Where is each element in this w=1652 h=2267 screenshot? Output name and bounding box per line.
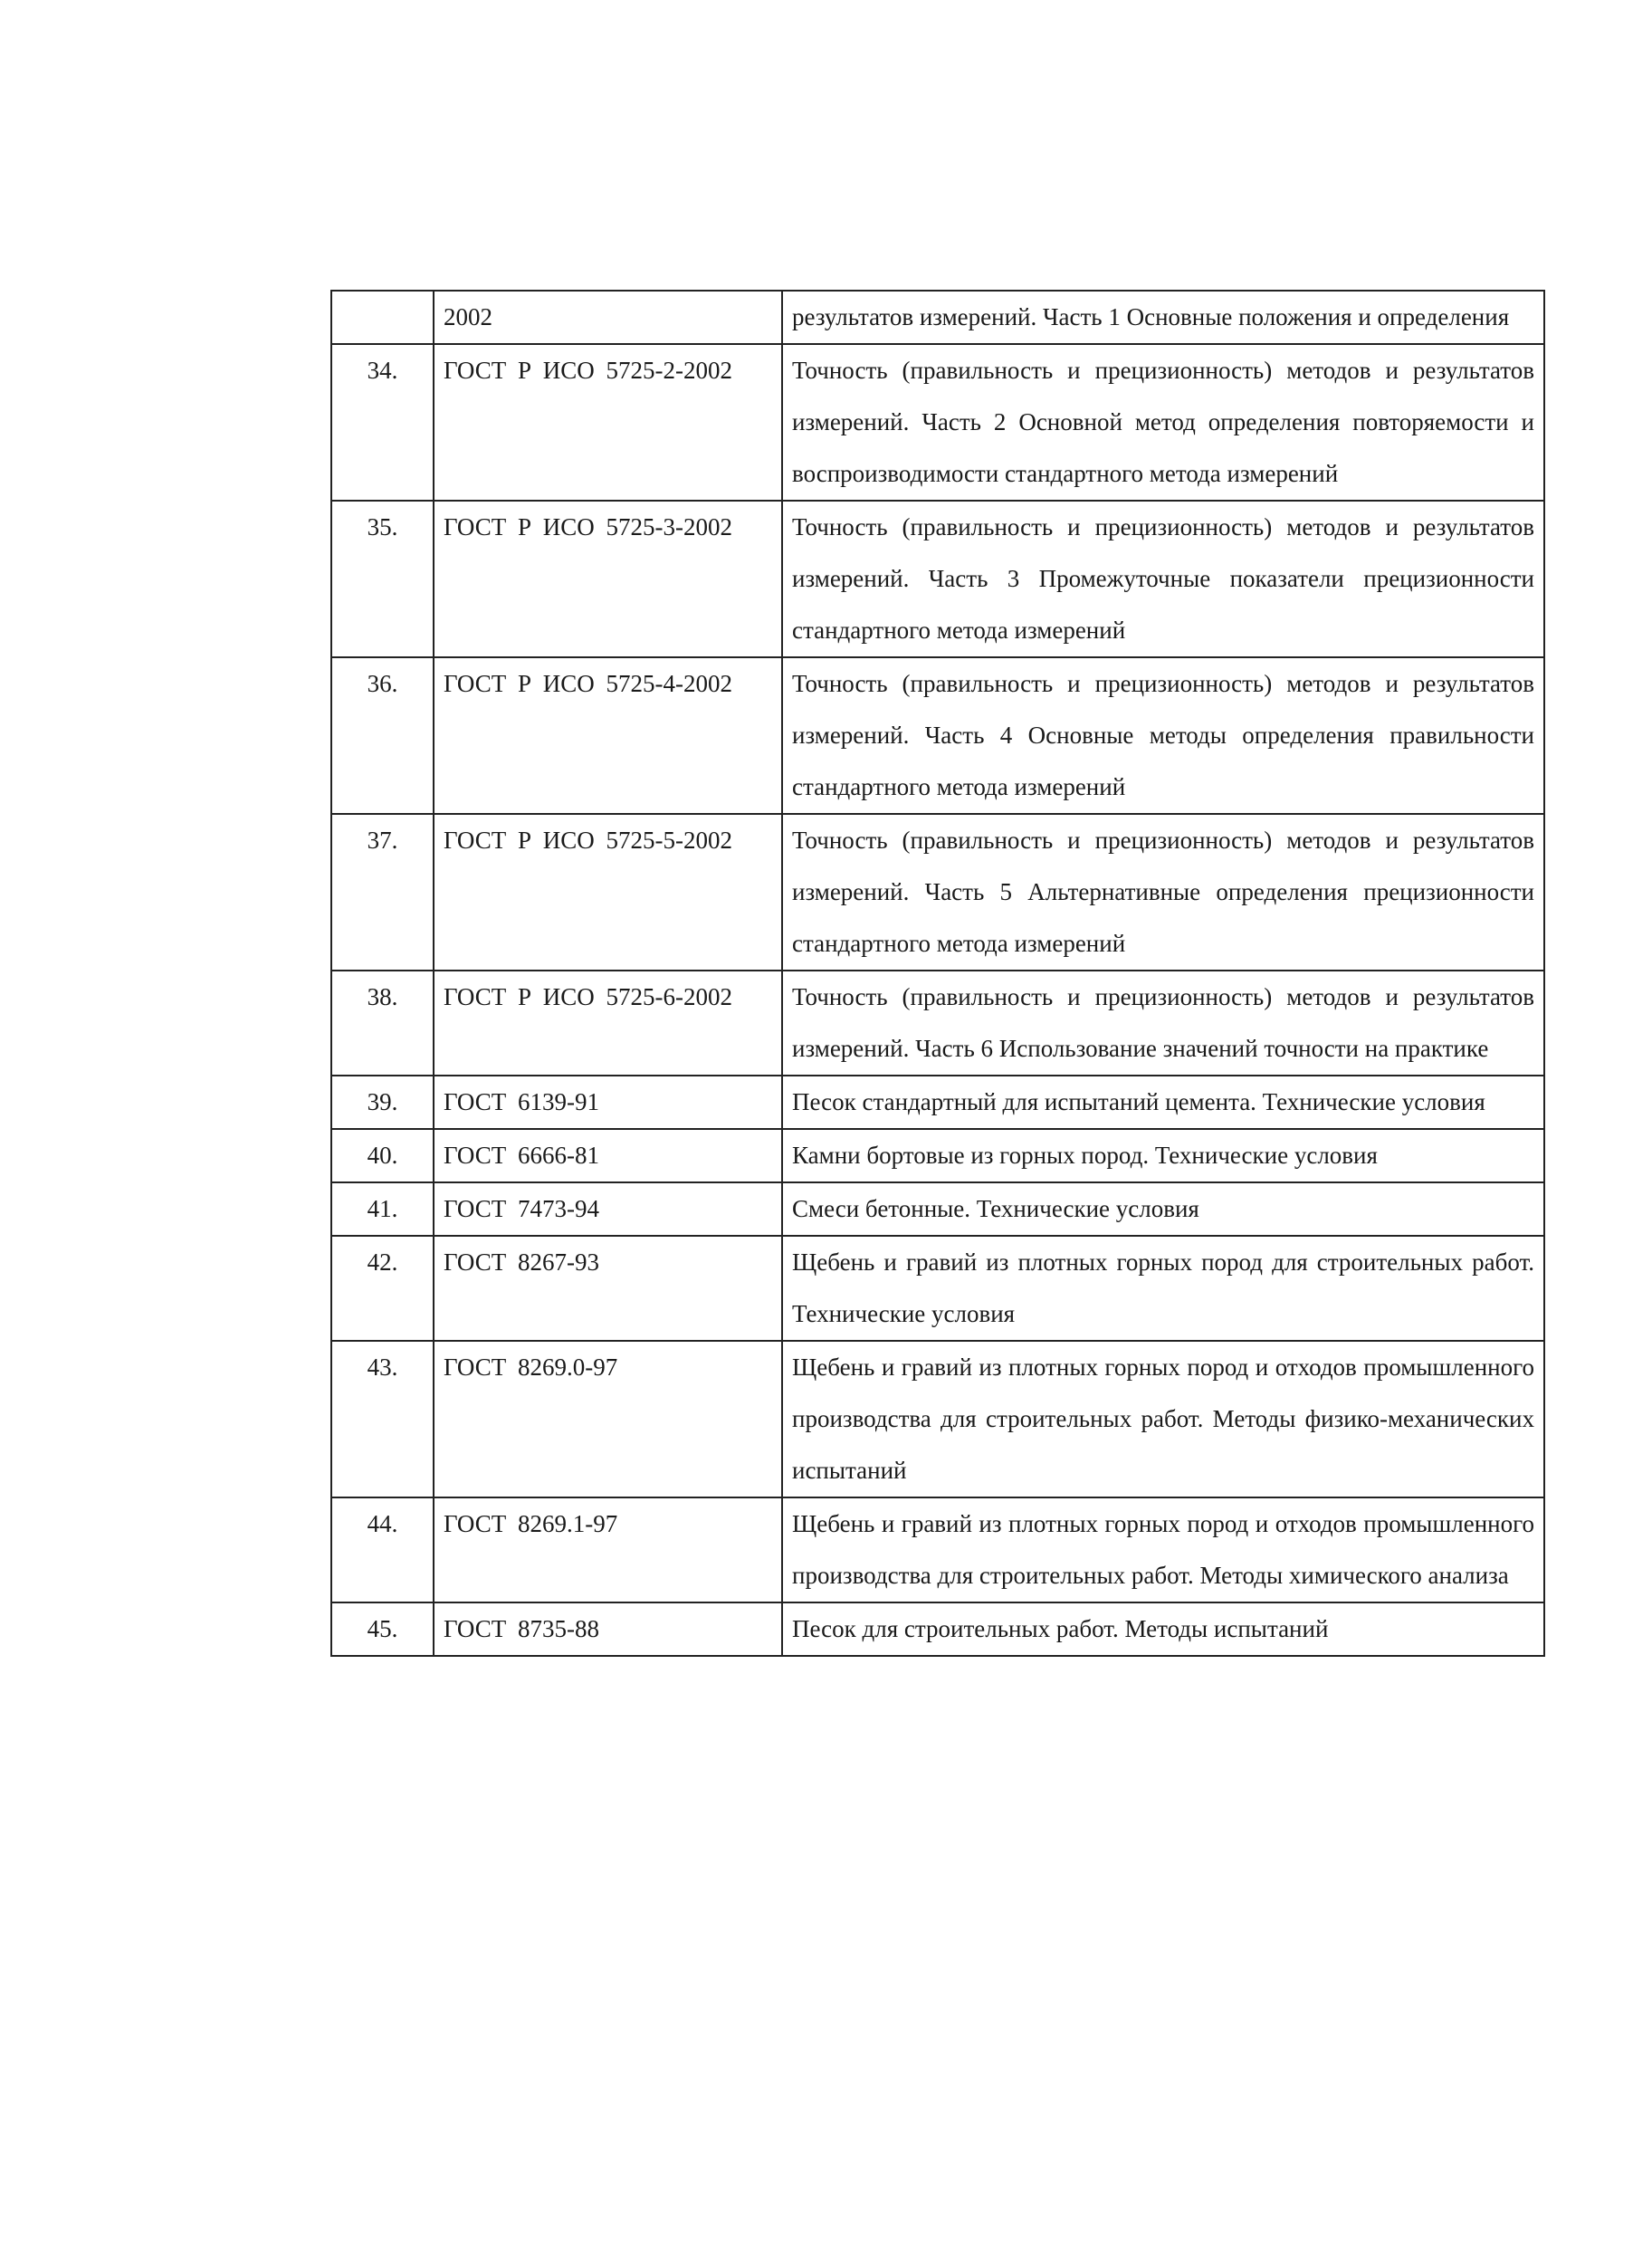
standard-code: ГОСТ 8269.0-97 [434, 1341, 782, 1497]
row-number: 37. [331, 814, 434, 971]
row-number: 43. [331, 1341, 434, 1497]
table-row [331, 1129, 1544, 1182]
row-number: 45. [331, 1602, 434, 1656]
table-row [331, 814, 1544, 971]
row-number: 42. [331, 1236, 434, 1341]
standard-code: ГОСТ Р ИСО 5725-5-2002 [434, 814, 782, 971]
standard-code: ГОСТ 8267-93 [434, 1236, 782, 1341]
table-row [331, 291, 1544, 344]
row-number: 41. [331, 1182, 434, 1236]
row-number: 40. [331, 1129, 434, 1182]
standard-title: Щебень и гравий из плотных горных пород и отходов промышленного производства для строительных работ. Методы физико-механических испытаний [782, 1341, 1544, 1497]
standard-code: 2002 [434, 291, 782, 344]
table-row [331, 1341, 1544, 1497]
standard-code: ГОСТ 8269.1-97 [434, 1497, 782, 1602]
standard-code: ГОСТ 6139-91 [434, 1076, 782, 1129]
standard-code: ГОСТ 8735-88 [434, 1602, 782, 1656]
table-row [331, 344, 1544, 501]
standards-table [330, 290, 1545, 1657]
standard-code: ГОСТ 7473-94 [434, 1182, 782, 1236]
table-row [331, 501, 1544, 657]
standard-title: результатов измерений. Часть 1 Основные положения и определения [782, 291, 1544, 344]
table-row [331, 1497, 1544, 1602]
row-number: 35. [331, 501, 434, 657]
standard-title: Точность (правильность и прецизионность) методов и результатов измерений. Часть 5 Альтернативные определения прецизионности стандартного метода измерений [782, 814, 1544, 971]
row-number: 39. [331, 1076, 434, 1129]
standard-code: ГОСТ Р ИСО 5725-2-2002 [434, 344, 782, 501]
standard-code: ГОСТ Р ИСО 5725-3-2002 [434, 501, 782, 657]
table-row [331, 657, 1544, 814]
row-number: 44. [331, 1497, 434, 1602]
standard-title: Точность (правильность и прецизионность) методов и результатов измерений. Часть 4 Основные методы определения правильности стандартного метода измерений [782, 657, 1544, 814]
standard-title: Песок стандартный для испытаний цемента. Технические условия [782, 1076, 1544, 1129]
standard-title: Точность (правильность и прецизионность) методов и результатов измерений. Часть 6 Использование значений точности на практике [782, 971, 1544, 1076]
standard-title: Песок для строительных работ. Методы испытаний [782, 1602, 1544, 1656]
standard-title: Точность (правильность и прецизионность) методов и результатов измерений. Часть 2 Основной метод определения повторяемости и воспроизводимости стандартного метода измерений [782, 344, 1544, 501]
standard-title: Камни бортовые из горных пород. Технические условия [782, 1129, 1544, 1182]
row-number [331, 291, 434, 344]
table-row [331, 1076, 1544, 1129]
standard-code: ГОСТ Р ИСО 5725-4-2002 [434, 657, 782, 814]
table-row [331, 971, 1544, 1076]
standard-title: Щебень и гравий из плотных горных пород для строительных работ. Технические условия [782, 1236, 1544, 1341]
standard-code: ГОСТ 6666-81 [434, 1129, 782, 1182]
standard-title: Щебень и гравий из плотных горных пород и отходов промышленного производства для строительных работ. Методы химического анализа [782, 1497, 1544, 1602]
standard-title: Смеси бетонные. Технические условия [782, 1182, 1544, 1236]
standard-code: ГОСТ Р ИСО 5725-6-2002 [434, 971, 782, 1076]
row-number: 38. [331, 971, 434, 1076]
row-number: 34. [331, 344, 434, 501]
table-row [331, 1236, 1544, 1341]
standard-title: Точность (правильность и прецизионность) методов и результатов измерений. Часть 3 Промежуточные показатели прецизионности стандартного метода измерений [782, 501, 1544, 657]
table-row [331, 1602, 1544, 1656]
row-number: 36. [331, 657, 434, 814]
table-row [331, 1182, 1544, 1236]
